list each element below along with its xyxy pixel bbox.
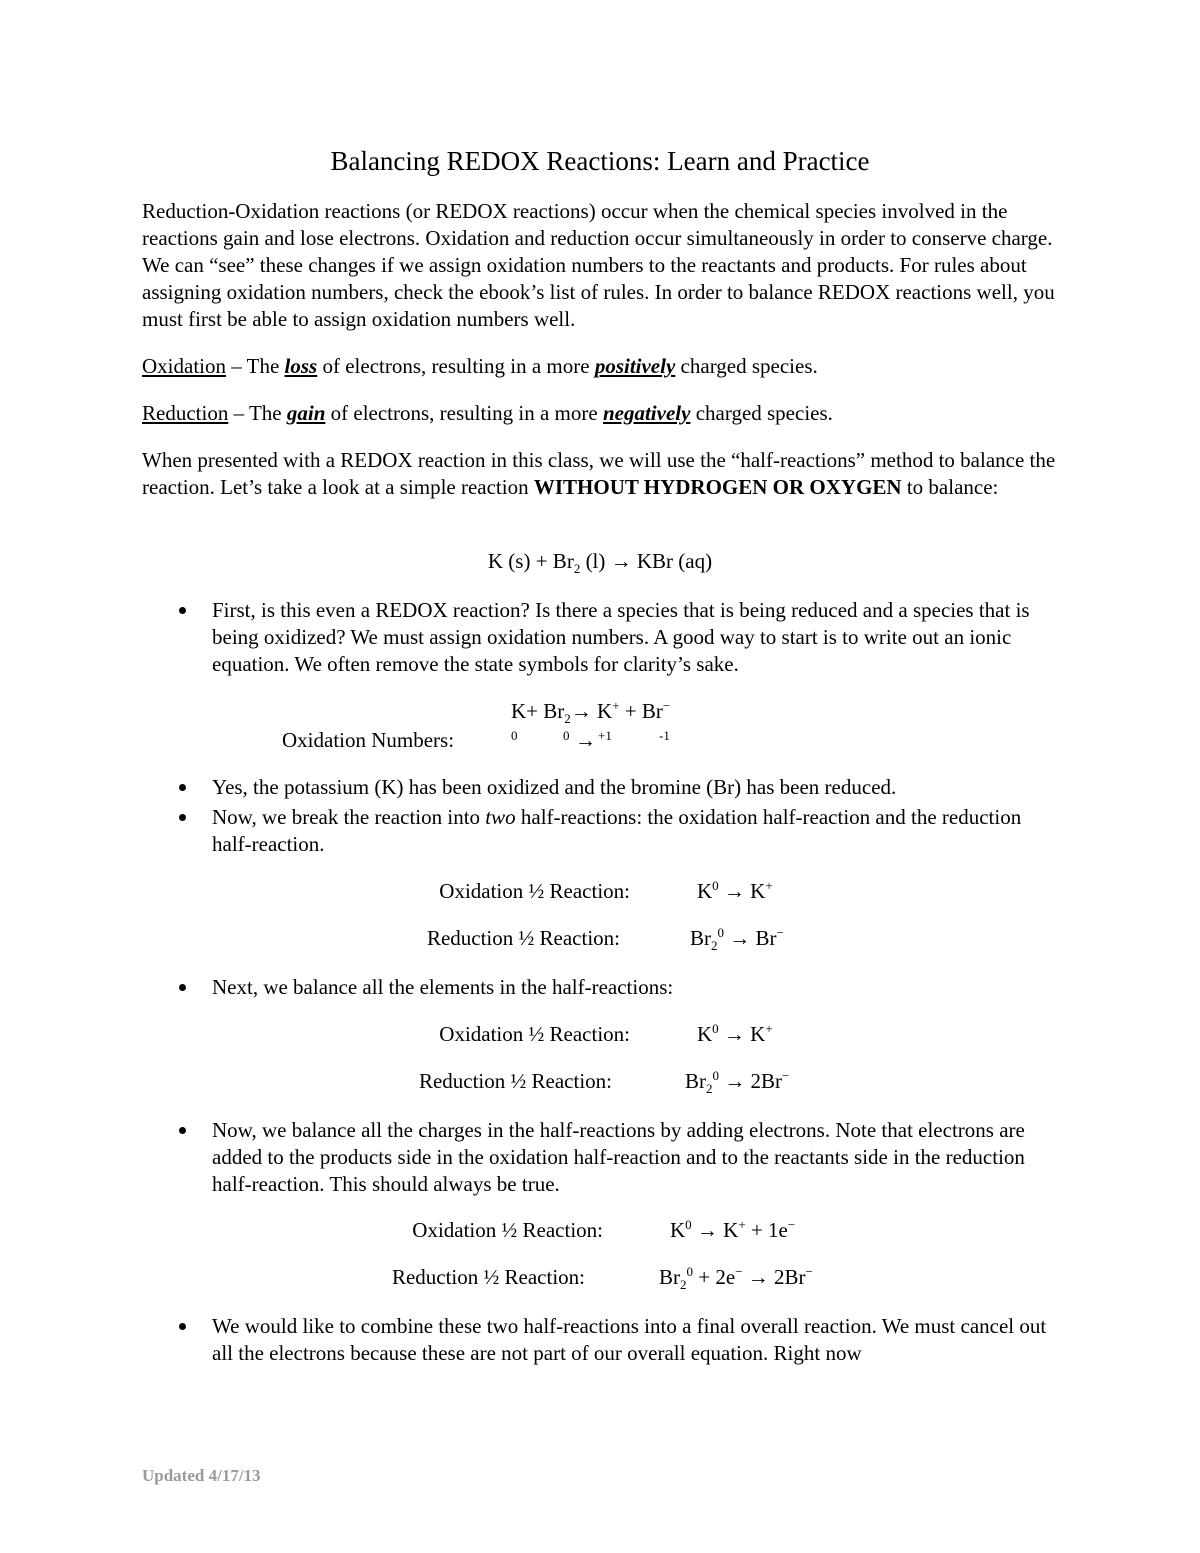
- oxnum-k: 0: [511, 728, 518, 743]
- ionic-equation: [511, 698, 670, 725]
- eq-part: → K: [718, 1022, 766, 1046]
- eq-part: Br: [690, 926, 711, 950]
- oxidation-term: Oxidation: [142, 354, 226, 378]
- bullet3-text-b: half-reactions: the oxidation half-reaction and the reduction half-reaction.: [212, 805, 1022, 856]
- eq-sup: 0: [712, 878, 719, 893]
- eq-part: → Br: [724, 926, 777, 950]
- oxnum-br: 0: [563, 728, 570, 743]
- eq-sup: +: [738, 1217, 746, 1232]
- eq-sub: 2: [680, 1277, 687, 1293]
- list-item: First, is this even a REDOX reaction? Is there a species that is being reduced and a species that is being oxidized? We must assign oxidation numbers. A good way to start is to write out an ionic equation. We often remove the state symbols for clarity’s sake.: [142, 597, 1062, 678]
- eq-part: → 2Br: [719, 1069, 782, 1093]
- eq-sup: 0: [712, 1068, 719, 1083]
- bullet-list-1: [142, 597, 1062, 678]
- step3-oxidation-label: Oxidation ½ Reaction:: [412, 1218, 603, 1242]
- list-item: Yes, the potassium (K) has been oxidized and the bromine (Br) has been reduced.: [142, 774, 1062, 801]
- bullet-list-2: [142, 774, 1062, 858]
- eq-sup: +: [765, 1021, 773, 1036]
- oxidation-key-loss: loss: [284, 354, 318, 378]
- eq-sup: −: [776, 925, 784, 940]
- intro-paragraph: Reduction-Oxidation reactions (or REDOX reactions) occur when the chemical species involved in the reactions gain and lose electrons. Oxidation and reduction occur simultaneously in order to conserve charge. We can “see” these changes if we assign oxidation numbers to the reactants and products. For rules about assigning oxidation numbers, check the ebook’s list of rules. In order to balance REDOX reactions well, you must first be able to assign oxidation numbers well.: [142, 199, 1055, 331]
- list-item: We would like to combine these two half-reactions into a final overall reaction. We must cancel out all the electrons because these are not part of our overall equation. Right now: [142, 1313, 1062, 1367]
- eq-part: Br: [685, 1069, 706, 1093]
- eq-sup: 0: [685, 1217, 692, 1232]
- eq-sub: 2: [711, 938, 718, 954]
- eq-part: + 2e: [693, 1265, 736, 1289]
- reduction-key-negatively: negatively: [602, 401, 691, 425]
- list-item: Next, we balance all the elements in the half-reactions:: [142, 974, 1062, 1001]
- step2-reduction-equation: [685, 1068, 789, 1095]
- reduction-key-gain: gain: [286, 401, 326, 425]
- step2-reduction-label: Reduction ½ Reaction:: [418, 1069, 612, 1093]
- reduction-term: Reduction: [142, 401, 229, 425]
- bullet-list-4: [142, 1117, 1062, 1198]
- ionic-eq-k: K+ Br: [511, 699, 565, 723]
- method-intro-text-a: When presented with a REDOX reaction in this class, we will use the “half-reactions” method to balance the reaction. Let’s take a look at a simple reaction: [142, 448, 1056, 499]
- ionic-eq-arrow: → K: [570, 699, 613, 723]
- eq-sup: +: [765, 878, 773, 893]
- bullet3-italic: two: [485, 805, 516, 829]
- eq-sup: 0: [717, 925, 724, 940]
- eq-sup: 0: [686, 1264, 693, 1279]
- eq-sub: 2: [706, 1081, 713, 1097]
- step1-reduction-equation: [690, 925, 784, 952]
- oxnum-brminus: -1: [659, 728, 670, 743]
- eq-part: K: [697, 879, 713, 903]
- main-eq-right: (l) → KBr (aq): [580, 549, 713, 573]
- eq-sup: 0: [712, 1021, 719, 1036]
- ionic-eq-br: + Br: [619, 699, 663, 723]
- oxidation-key-positively: positively: [594, 354, 676, 378]
- bullet-list-3: [142, 974, 1062, 1001]
- oxidation-def-text-b: of electrons, resulting in a more: [317, 354, 595, 378]
- reduction-def-text-b: of electrons, resulting in a more: [325, 401, 603, 425]
- step3-reduction-label: Reduction ½ Reaction:: [391, 1265, 585, 1289]
- bullet3-text-a: Now, we break the reaction into: [212, 805, 486, 829]
- step1-oxidation-equation: [697, 878, 773, 905]
- page-title: Balancing REDOX Reactions: Learn and Practice: [330, 146, 870, 176]
- ionic-eq-minus-sup: −: [662, 698, 671, 713]
- step1-oxidation-label: Oxidation ½ Reaction:: [439, 879, 630, 903]
- eq-part: → 2Br: [742, 1265, 806, 1289]
- ionic-eq-plus-sup: +: [612, 698, 620, 713]
- eq-sup: −: [787, 1217, 796, 1232]
- eq-part: → K: [718, 879, 766, 903]
- eq-part: K: [697, 1022, 713, 1046]
- eq-sup: −: [805, 1264, 813, 1279]
- eq-part: Br: [659, 1265, 680, 1289]
- oxidation-numbers-label: Oxidation Numbers:: [282, 728, 455, 752]
- method-intro-bold: WITHOUT HYDROGEN OR OXYGEN: [533, 475, 902, 499]
- list-item: [142, 804, 1062, 858]
- oxidation-def-text-a: – The: [226, 354, 285, 378]
- bullet-list-5: [142, 1313, 1062, 1367]
- list-item: Now, we balance all the charges in the half-reactions by adding electrons. Note that electrons are added to the products side in the oxidation half-reaction and to the reactants side in the reduction half-reaction. This should always be true.: [142, 1117, 1062, 1198]
- oxnum-kplus: +1: [598, 728, 612, 743]
- eq-part: → K: [691, 1218, 739, 1242]
- step1-reduction-label: Reduction ½ Reaction:: [426, 926, 620, 950]
- eq-part: K: [670, 1218, 686, 1242]
- reduction-def-text-a: – The: [228, 401, 287, 425]
- ionic-eq-subscript: 2: [564, 711, 571, 727]
- reduction-definition: [142, 400, 1062, 427]
- method-intro-text-b: to balance:: [901, 475, 999, 499]
- method-intro-paragraph: [142, 447, 1062, 501]
- step3-oxidation-equation: [670, 1217, 795, 1244]
- oxidation-definition: [142, 353, 1062, 380]
- step3-reduction-equation: [659, 1264, 813, 1291]
- step2-oxidation-equation: [697, 1021, 773, 1048]
- step2-oxidation-label: Oxidation ½ Reaction:: [439, 1022, 630, 1046]
- eq-sup: −: [735, 1264, 743, 1279]
- main-eq-left: K (s) + Br: [487, 549, 574, 573]
- main-equation: [0, 548, 1200, 575]
- oxnum-arrow: →: [575, 728, 596, 752]
- eq-sup: −: [782, 1068, 790, 1083]
- eq-part: + 1e: [745, 1218, 788, 1242]
- reduction-def-text-c: charged species.: [690, 401, 833, 425]
- main-eq-subscript: 2: [573, 561, 581, 577]
- footer-updated-date: Updated 4/17/13: [142, 1466, 261, 1485]
- oxidation-def-text-c: charged species.: [675, 354, 818, 378]
